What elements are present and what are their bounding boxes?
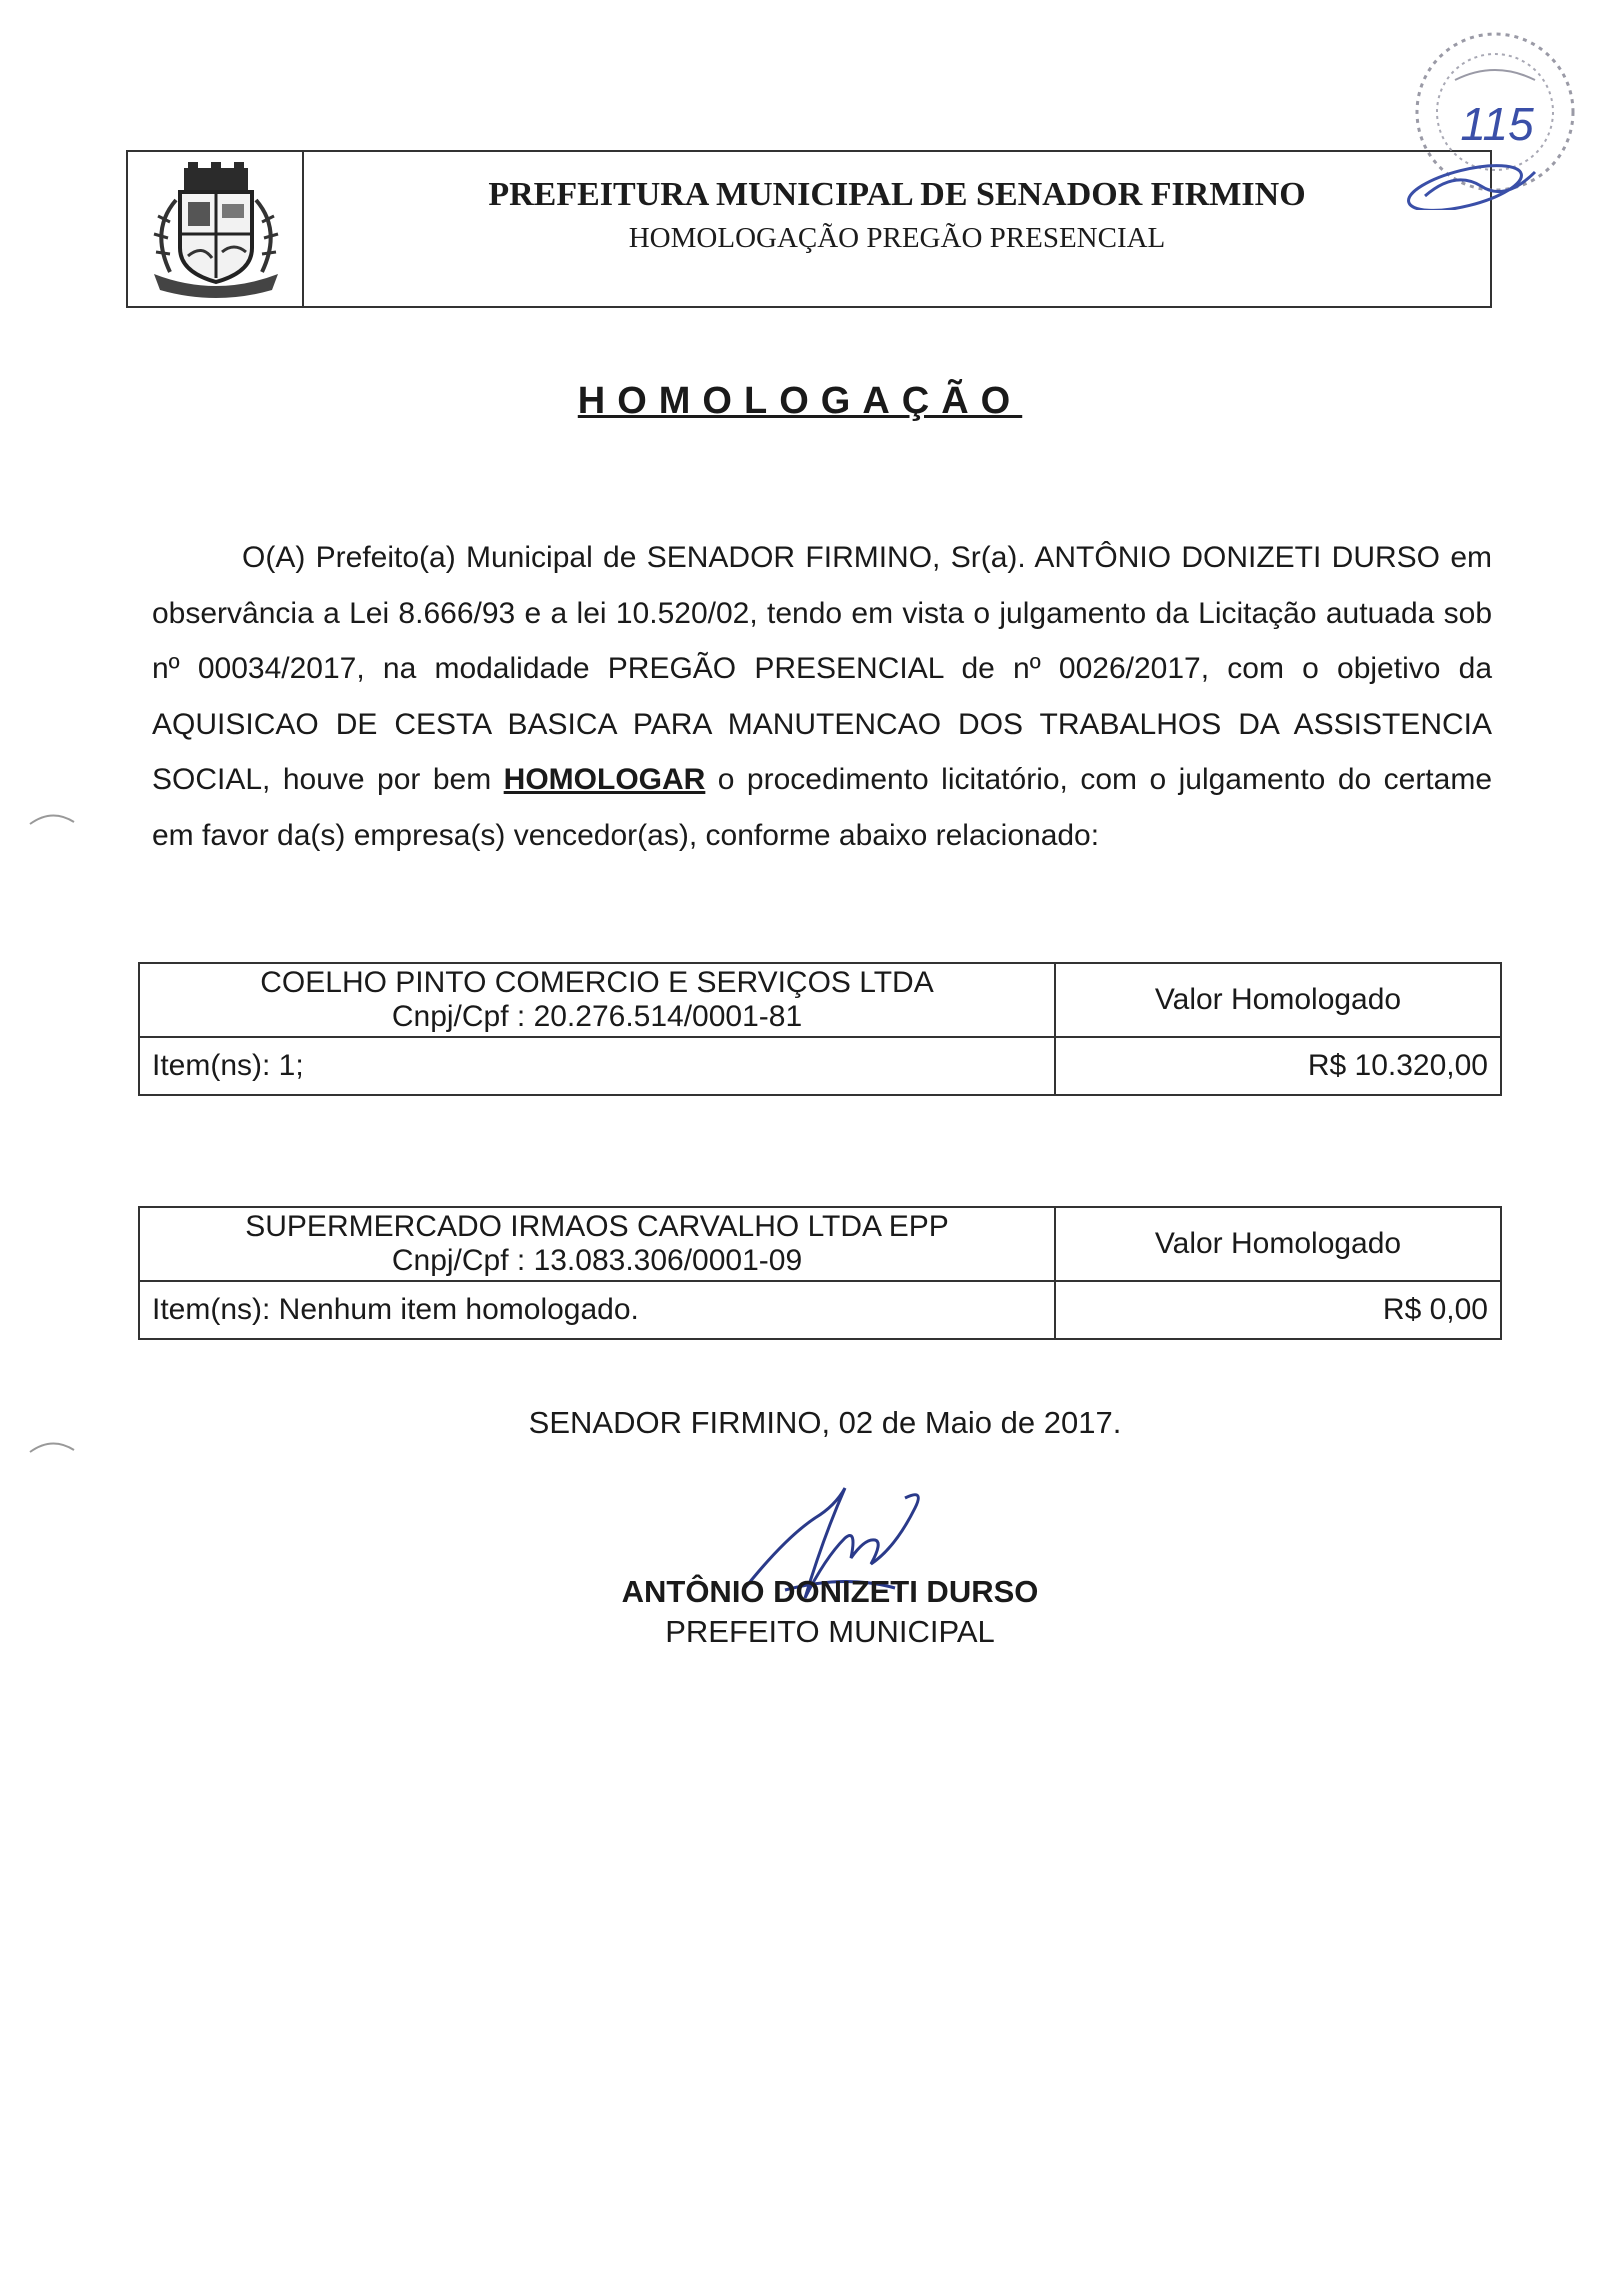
crest-cell [128, 152, 304, 306]
coat-of-arms-icon [136, 160, 296, 300]
header-title: PREFEITURA MUNICIPAL DE SENADOR FIRMINO [488, 176, 1306, 213]
place-date: SENADOR FIRMINO, 02 de Maio de 2017. [528, 1405, 1122, 1440]
body-emphasis: HOMOLOGAR [503, 763, 706, 796]
vendor-name: COELHO PINTO COMERCIO E SERVIÇOS LTDA [260, 966, 934, 999]
vendor-cnpj: Cnpj/Cpf : 20.276.514/0001-81 [391, 1000, 803, 1033]
vendor-cell [139, 1207, 1055, 1281]
vendor-cell [139, 963, 1055, 1037]
items-cell: Item(ns): 1; [139, 1037, 1055, 1095]
award-table-2 [138, 1206, 1502, 1340]
document-title: HOMOLOGAÇÃO [577, 380, 1023, 422]
vendor-name: SUPERMERCADO IRMAOS CARVALHO LTDA EPP [245, 1210, 949, 1243]
vendor-cnpj: Cnpj/Cpf : 13.083.306/0001-09 [391, 1244, 803, 1277]
body-text-part1: O(A) Prefeito(a) Municipal de SENADOR FIRMINO, Sr(a). ANTÔNIO DONIZETI DURSO em observância a Lei 8.666/93 e a lei 10.520/02, tendo em vista o julgamento da Licitação autuada sob nº 00034/2017, na modalidade PREGÃO PRESENCIAL de nº 0026/2017, com o objetivo da AQUISICAO DE CESTA BASICA PARA MANUTENCAO DOS TRABALHOS DA ASSISTENCIA SOCIAL, houve por bem [152, 541, 1492, 796]
signer-role: PREFEITO MUNICIPAL [665, 1614, 995, 1649]
body-paragraph [152, 530, 1492, 863]
valor-homologado-label: Valor Homologado [1055, 963, 1501, 1037]
punch-mark-icon [28, 1436, 78, 1456]
body-text-part2: o procedimento licitatório, com o julgamento do certame em favor da(s) empresa(s) vencedor(as), conforme abaixo relacionado: [152, 763, 1493, 852]
award-table-1 [138, 962, 1502, 1096]
signer-name: ANTÔNIO DONIZETI DURSO [621, 1574, 1039, 1609]
punch-mark-icon [28, 808, 78, 828]
valor-homologado-label: Valor Homologado [1055, 1207, 1501, 1281]
items-cell: Item(ns): Nenhum item homologado. [139, 1281, 1055, 1339]
header-subtitle: HOMOLOGAÇÃO PREGÃO PRESENCIAL [628, 222, 1166, 254]
document-header [126, 150, 1492, 308]
amount-cell: R$ 0,00 [1055, 1281, 1501, 1339]
amount-cell: R$ 10.320,00 [1055, 1037, 1501, 1095]
commission-stamp-icon [1385, 20, 1585, 210]
stamp-page-number: 115 [1460, 98, 1534, 150]
